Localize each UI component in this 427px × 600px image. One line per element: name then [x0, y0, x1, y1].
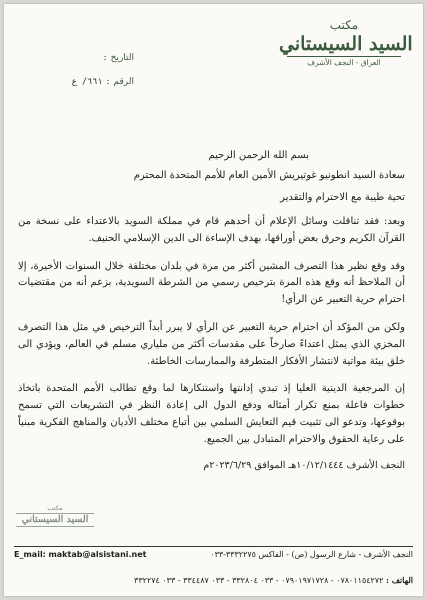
greeting: تحية طيبة مع الاحترام والتقدير: [280, 192, 405, 203]
email-label: E_mail:: [14, 550, 46, 559]
paragraph-2: وقد وقع نظير هذا التصرف المشين أكثر من مرة في بلدان مختلفة خلال السنوات الأخيرة، إلا أن الملاحظ أنه وقع هذه المرة بترخيص رسمي من الشرطة السويدية، بزعم أنه من مقتضيات احترام حرية التعبير عن الرأي!: [18, 260, 405, 306]
letterhead-name: السيد السيستاني: [279, 33, 413, 55]
paragraph-4: إن المرجعية الدينية العليا إذ تبدي إدانتها واستنكارها لما وقع تطالب الأمم المتحدة باتخاذ خطوات فاعلة بمنع تكرار أمثاله ودفع الدول الى إعادة النظر في التشريعات التي تسمح بوقوعها، وتدعو الى تثبيت قيم التعايش السلمي بين أتباع مختلف الأديان والمناهج الفكرية مبنياً على رعاية الحقوق والاحترام المتبادل بين الجميع.: [18, 383, 405, 445]
footer-phones: [134, 575, 413, 585]
office-seal: [16, 504, 94, 538]
letterhead-logo: [279, 18, 413, 69]
letter-meta: [44, 46, 134, 94]
paragraph-1: وبعد: فقد تناقلت وسائل الإعلام أن أحدهم قام في مملكة السويد بالاعتداء على نسخة من القرآن الكريم وحرق بعض أوراقها، بهدف الإساءة الى الدين الإسلامي الحنيف.: [18, 216, 405, 244]
phones-numbers: ٠٧٨٠١١٥٤٢٧٢ - ٠٧٩٠١٩٧١٧٢٨ - ٠٣٣ ٣٣٢٨٠٤ - ٠٣٣ ٣٣٤٤٨٧ - ٠٣٣ ٣٣٢٢٧٤: [134, 576, 384, 585]
closing-date-line: النجف الأشرف ١٠/١٢/١٤٤٤هـ الموافق ٢٠٢٣/٦/٢٩م: [203, 459, 405, 471]
footer-email: [14, 550, 147, 559]
email-address: maktab@alsistani.net: [48, 550, 147, 559]
reference-value: ٦٦١/ ع: [71, 77, 103, 87]
paragraph-3: ولكن من المؤكد أن احترام حرية التعبير عن الرأي لا يبرر أبداً الترخيص في مثل هذا التصرف المخزي الذي يمثل اعتداءً صارخاً على مقدسات أكثر من ملياري مسلم في العالم، ويؤدي الى خلق بيئة مواتية لانتشار الأفكار المتطرفة والممارسات الخاطئة.: [18, 321, 405, 367]
phones-label: الهاتف :: [385, 575, 413, 585]
footer: [14, 550, 413, 594]
letterhead-location: العراق - النجف الأشرف: [307, 58, 381, 67]
letter-body: [18, 150, 405, 471]
date-row: التاريخ :: [103, 53, 134, 63]
seal-name: السيد السيستاني: [16, 513, 94, 527]
letterhead-office: مكتب: [329, 18, 359, 32]
seal-office: مكتب: [47, 504, 63, 512]
basmala: بسم الله الرحمن الرحيم: [208, 150, 309, 161]
reference-row: الرقم : ٦٦١/ ع: [71, 77, 134, 87]
footer-address: النجف الأشرف - شارع الرسول (ص) - الفاكس ٣٣٣٢٢٧٥-٠٣٣: [210, 550, 413, 559]
footer-divider: [14, 546, 413, 547]
letter-page: [4, 4, 423, 596]
date-label: التاريخ: [110, 53, 134, 63]
reference-label: الرقم: [113, 77, 134, 87]
addressee: سعادة السيد انطونيو غوتيريش الأمين العام للأمم المتحدة المحترم: [133, 170, 405, 181]
